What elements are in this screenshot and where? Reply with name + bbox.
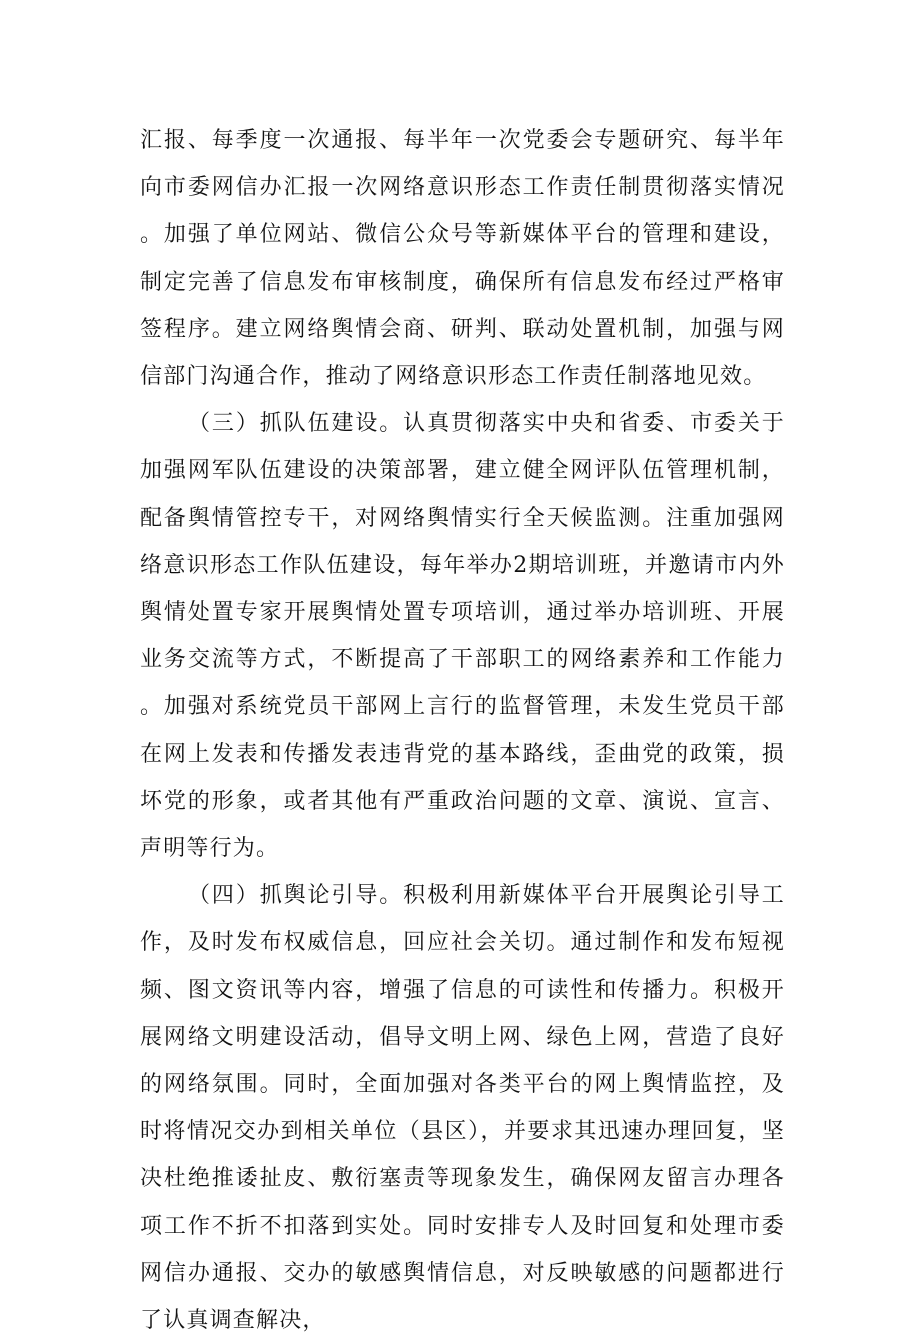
paragraph-opinion-guidance: （四）抓舆论引导。积极利用新媒体平台开展舆论引导工作，及时发布权威信息，回应社会关切。通过制作和发布短视频、图文资讯等内容，增强了信息的可读性和传播力。积极开展网络文明建设活动，倡导文明上网、绿色上网，营造了良好的网络氛围。同时，全面加强对各类平台的网上舆情监控，及时将情况交办到相关单位（县区），并要求其迅速办理回复，坚决杜绝推诿扯皮、敷衍塞责等现象发生，确保网友留言办理各项工作不折不扣落到实处。同时安排专人及时回复和处理市委网信办通报、交办的敏感舆情信息，对反映敏感的问题都进行了认真调查解决， (140, 883, 785, 1334)
document-body (140, 117, 785, 1344)
paragraph-reporting-mechanism: 汇报、每季度一次通报、每半年一次党委会专题研究、每半年向市委网信办汇报一次网络意识形态工作责任制贯彻落实情况。加强了单位网站、微信公众号等新媒体平台的管理和建设，制定完善了信息发布审核制度，确保所有信息发布经过严格审签程序。建立网络舆情会商、研判、联动处置机制，加强与网信部门沟通合作，推动了网络意识形态工作责任制落地见效。 (140, 128, 785, 390)
paragraph-team-building: （三）抓队伍建设。认真贯彻落实中央和省委、市委关于加强网军队伍建设的决策部署，建立健全网评队伍管理机制，配备舆情管控专干，对网络舆情实行全天候监测。注重加强网络意识形态工作队伍建设，每年举办2期培训班，并邀请市内外舆情处置专家开展舆情处置专项培训，通过举办培训班、开展业务交流等方式，不断提高了干部职工的网络素养和工作能力。加强对系统党员干部网上言行的监督管理，未发生党员干部在网上发表和传播发表违背党的基本路线，歪曲党的政策，损坏党的形象，或者其他有严重政治问题的文章、演说、宣言、声明等行为。 (140, 411, 785, 862)
